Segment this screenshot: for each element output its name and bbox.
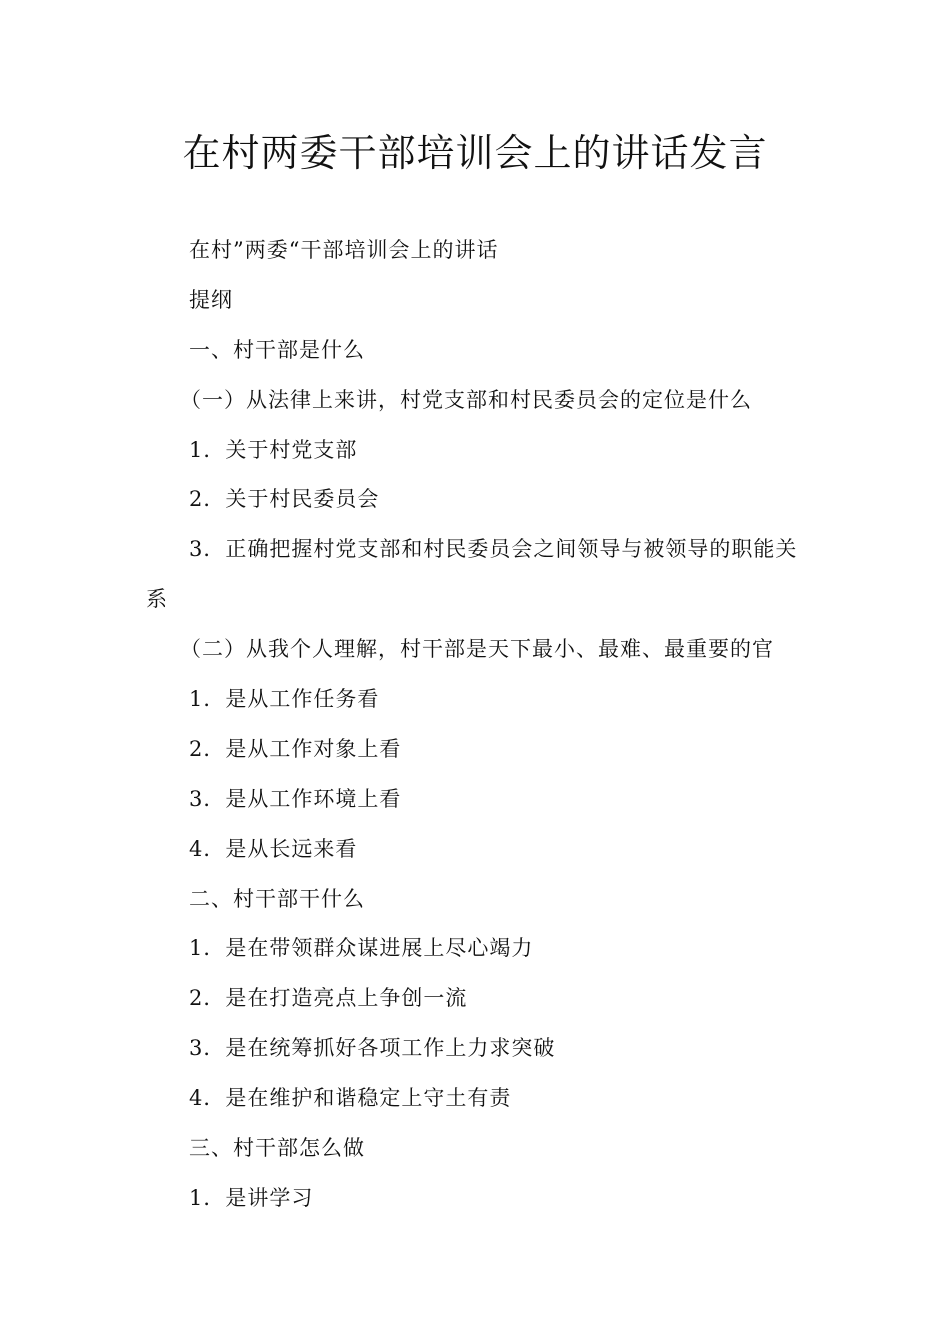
list-item: 4．是在维护和谐稳定上守土有责 bbox=[189, 1086, 512, 1111]
subsection-heading-1-2: （二）从我个人理解，村干部是天下最小、最难、最重要的官 bbox=[180, 637, 774, 662]
list-item: 2．关于村民委员会 bbox=[189, 487, 380, 512]
list-item: 1．关于村党支部 bbox=[189, 437, 358, 462]
section-heading-1: 一、村干部是什么 bbox=[189, 337, 365, 362]
list-item: 1．是在带领群众谋进展上尽心竭力 bbox=[189, 936, 534, 961]
subtitle-line: 在村”两委“干部培训会上的讲话 bbox=[189, 238, 499, 262]
document-title: 在村两委干部培训会上的讲话发言 bbox=[182, 131, 768, 175]
section-heading-3: 三、村干部怎么做 bbox=[189, 1136, 365, 1161]
outline-label: 提纲 bbox=[189, 287, 233, 312]
list-item-continuation: 系 bbox=[146, 587, 168, 612]
list-item: 2．是从工作对象上看 bbox=[189, 736, 402, 761]
list-item: 3．是在统筹抓好各项工作上力求突破 bbox=[189, 1036, 556, 1061]
list-item: 1．是从工作任务看 bbox=[189, 687, 380, 712]
list-item: 3．正确把握村党支部和村民委员会之间领导与被领导的职能关 bbox=[189, 537, 798, 562]
section-heading-2: 二、村干部干什么 bbox=[189, 886, 365, 911]
list-item: 3．是从工作环境上看 bbox=[189, 786, 402, 811]
subsection-heading-1-1: （一）从法律上来讲，村党支部和村民委员会的定位是什么 bbox=[180, 387, 752, 412]
list-item: 4．是从长远来看 bbox=[189, 836, 358, 861]
document-body bbox=[0, 226, 950, 1224]
list-item: 2．是在打造亮点上争创一流 bbox=[189, 986, 468, 1011]
list-item: 1．是讲学习 bbox=[189, 1185, 314, 1210]
